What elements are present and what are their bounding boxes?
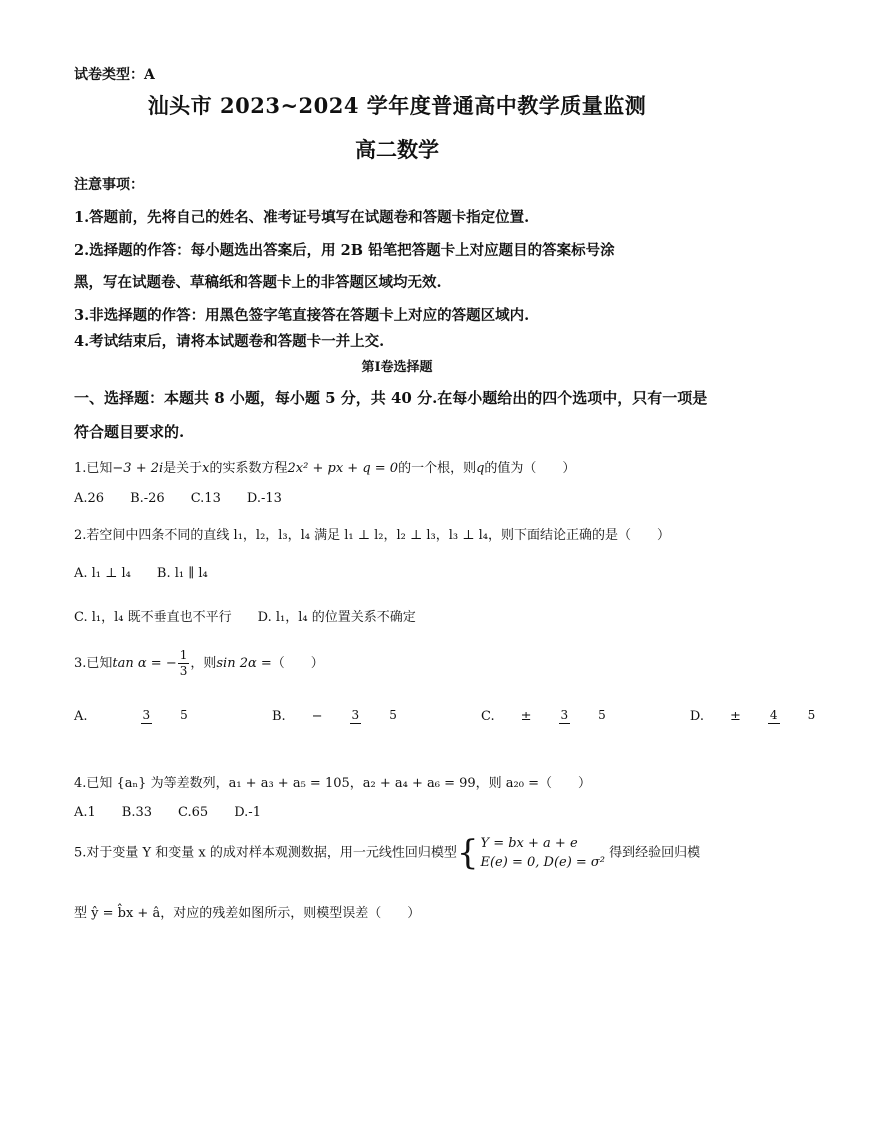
q2-option-c: C. l₁，l₄ 既不垂直也不平行 [74,610,232,625]
question-1-stem: 1.已知−3 + 2i是关于x的实系数方程2x² + px + q = 0的一个根，则q的值为（ ） [74,461,576,476]
paper-type: 试卷类型：A [74,67,155,83]
q4-option-d: D.-1 [234,805,261,820]
exam-title: 汕头市 2023~2024 学年度普通高中教学质量监测 [147,93,647,118]
q2-option-b: B. l₁ ∥ l₄ [156,566,208,581]
notes-heading: 注意事项： [74,177,144,193]
q2-option-d: D. l₁，l₄ 的位置关系不确定 [257,610,416,625]
question-2-stem: 2.若空间中四条不同的直线 l₁，l₂，l₃，l₄ 满足 l₁ ⊥ l₂，l₂ ⊥ l₃，l₃ ⊥ l₄，则下面结论正确的是（ ） [74,528,670,543]
q4-option-c: C.65 [178,805,209,820]
part-one-instructions: 一、选择题：本题共 8 小题，每小题 5 分，共 40 分.在每小题给出的四个选项中，只有一项是 [74,389,708,407]
q3-option-c: C. ± 3 5 [480,708,606,724]
q4-option-b: B.33 [121,805,153,820]
q1-option-d: D.-13 [246,491,282,506]
question-2-options-row1 [74,566,234,581]
q1-option-a: A.26 [74,491,105,506]
section-heading: 第Ⅰ卷选择题 [361,360,433,375]
q1-option-c: C.13 [190,491,221,506]
question-3-stem: 3.已知tan α = − $\frac{1}{3}$ ，则sin 2α =（ ） [74,648,324,678]
note-item-1: 1.答题前，先将自己的姓名、准考证号填写在试题卷和答题卡指定位置. [74,209,530,226]
q2-option-a: A. l₁ ⊥ l₄ [74,566,131,581]
question-3-options [74,708,895,724]
exam-subject: 高二数学 [355,137,439,162]
note-item-4: 4.考试结束后，请将本试题卷和答题卡一并上交. [74,333,385,350]
part-one-instructions-cont: 符合题目要求的. [74,423,185,441]
q3-option-a: A. 3 5 [74,708,188,724]
note-item-3: 3.非选择题的作答：用黑色签字笔直接答在答题卡上对应的答题区域内. [74,307,530,324]
q3-fraction: $\frac{1}{3}$ [179,648,188,678]
q1-equation: 2x² + px + q = 0 [287,461,399,476]
q5-brace: { [456,833,479,873]
q1-root: −3 + 2i [112,461,164,476]
question-5-stem: 5.对于变量 Y 和变量 x 的成对样本观测数据，用一元线性回归模型{ Y = bx + a + e E(e) = 0, D(e) = σ² 得到经验回归模 [74,833,701,873]
question-1-options [74,491,308,506]
question-2-options-row2 [74,606,442,625]
q1-option-b: B.-26 [130,491,165,506]
note-item-2: 2.选择题的作答：每小题选出答案后，用 2B 铅笔把答题卡上对应题目的答案标号涂 [74,242,615,259]
note-item-2-cont: 黑，写在试题卷、草稿纸和答题卡上的非答题区域均无效. [74,274,442,291]
question-4-options [74,805,287,820]
q3-option-d: D. ± 4 5 [689,708,816,724]
q5-model-system: Y = bx + a + e E(e) = 0, D(e) = σ² [480,836,606,870]
q4-option-a: A.1 [74,805,96,820]
question-4-stem: 4.已知 {aₙ} 为等差数列，a₁ + a₃ + a₅ = 105，a₂ + a₄ + a₆ = 99，则 a₂₀ =（ ） [74,776,591,791]
q3-option-b: B. − 3 5 [271,708,397,724]
question-5-stem-cont: 型 ŷ = b̂x + â，对应的残差如图所示，则模型误差（ ） [74,906,421,921]
